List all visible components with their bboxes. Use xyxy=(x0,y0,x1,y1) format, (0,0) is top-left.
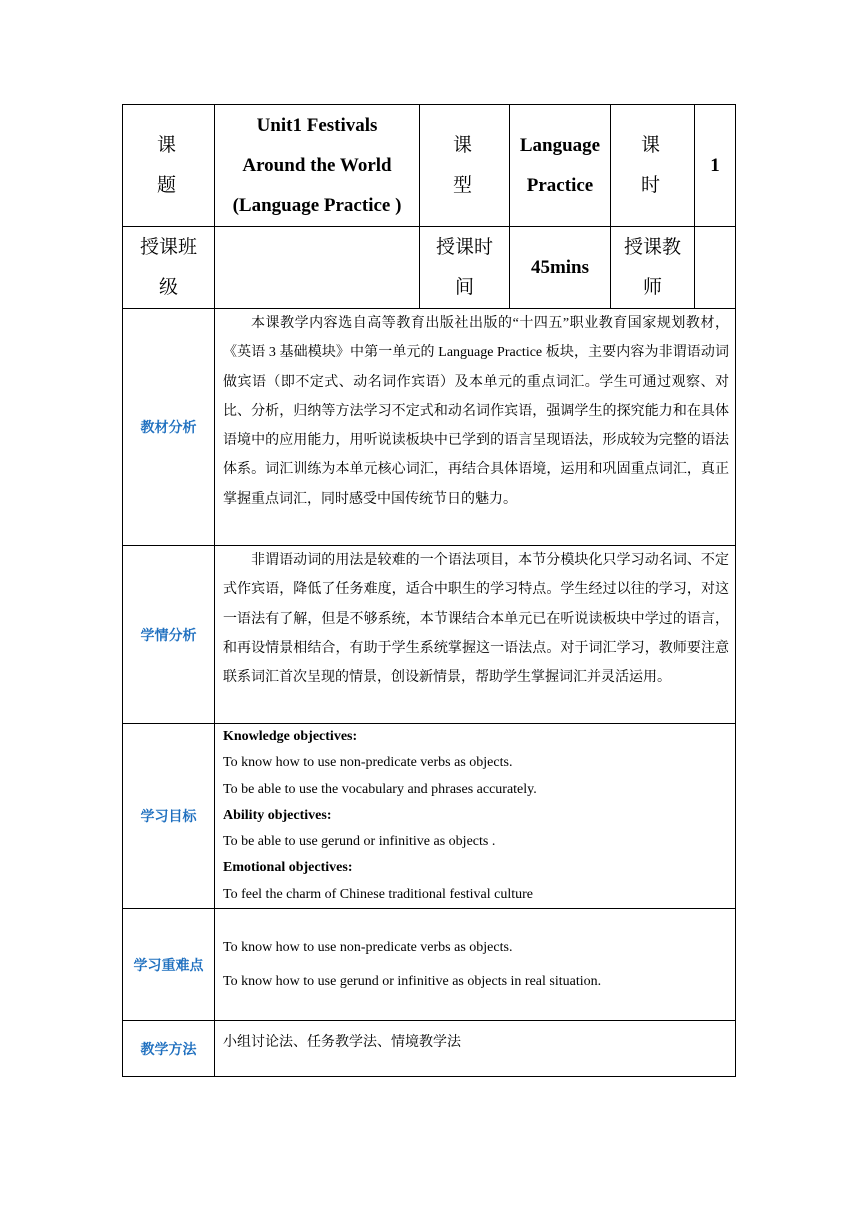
row-textbook-analysis xyxy=(123,309,736,546)
key-point-item: To know how to use gerund or infinitive as objects in real situation. xyxy=(223,973,602,989)
teacher-value xyxy=(695,227,736,309)
topic-value xyxy=(215,105,420,227)
hours-value: 1 xyxy=(695,105,736,227)
type-line: Language xyxy=(519,134,601,156)
textbook-analysis-text: 本课教学内容选自高等教育出版社出版的“十四五”职业教育国家规划教材，《英语 3 基础模块》中第一单元的 Language Practice 板块，主要内容为非谓语动词做宾语（即不定式、动名词作宾语）及本单元的重点词汇。学生可通过观察、对比、分析，归纳等方法学习不定式和动名词作宾语，强调学生的探究能力和在具体语境中的应用能力，用听说读板块中已学到的语言呈现语法，形成较为完整的语法体系。词汇训练为本单元核心词汇，再结合具体语境，运用和巩固重点词汇，真正掌握重点词汇，同时感受中国传统节日的魅力。 xyxy=(215,309,736,546)
time-label xyxy=(420,227,510,309)
row-key-points xyxy=(123,909,736,1021)
class-value xyxy=(215,227,420,309)
textbook-analysis-label: 教材分析 xyxy=(123,309,215,546)
key-point-item: To know how to use non-predicate verbs as objects. xyxy=(223,939,513,955)
student-analysis-text: 非谓语动词的用法是较难的一个语法项目，本节分模块化只学习动名词、不定式作宾语，降低了任务难度，适合中职生的学习特点。学生经过以往的学习，对这一语法有了解，但是不够系统，本节课结合本单元已在听说读板块中学过的语言，和再设情景相结合，有助于学生系统掌握这一语法点。对于词汇学习，教师要注意联系词汇首次呈现的情景，创设新情景，帮助学生掌握词汇并灵活运用。 xyxy=(215,546,736,724)
student-analysis-label: 学情分析 xyxy=(123,546,215,724)
key-points-content xyxy=(215,909,736,1021)
type-label: 课 型 xyxy=(420,105,510,227)
topic-line: (Language Practice ) xyxy=(232,194,402,216)
time-value: 45mins xyxy=(510,227,611,309)
key-points-label: 学习重难点 xyxy=(123,909,215,1021)
header-row-topic xyxy=(123,105,736,227)
objectives-content xyxy=(215,724,736,909)
hours-label: 课 时 xyxy=(611,105,695,227)
time-label-line: 授课时 xyxy=(435,236,493,258)
knowledge-objective-item: To be able to use the vocabulary and phrases accurately. xyxy=(223,781,537,797)
emotional-objectives-heading: Emotional objectives: xyxy=(223,860,353,876)
topic-line: Around the World xyxy=(242,154,392,176)
teacher-label xyxy=(611,227,695,309)
ability-objective-item: To be able to use gerund or infinitive as objects . xyxy=(223,834,496,850)
lesson-plan-table xyxy=(122,104,736,1077)
objectives-label: 学习目标 xyxy=(123,724,215,909)
class-label xyxy=(123,227,215,309)
type-line: Practice xyxy=(526,174,594,196)
knowledge-objectives-heading: Knowledge objectives: xyxy=(223,729,358,745)
methods-label: 教学方法 xyxy=(123,1021,215,1077)
methods-text: 小组讨论法、任务教学法、情境教学法 xyxy=(215,1021,736,1077)
teacher-label-line: 师 xyxy=(642,276,662,298)
teacher-label-line: 授课教 xyxy=(623,236,681,258)
header-row-class xyxy=(123,227,736,309)
type-value xyxy=(510,105,611,227)
ability-objectives-heading: Ability objectives: xyxy=(223,807,332,823)
row-student-analysis xyxy=(123,546,736,724)
class-label-line: 授课班 xyxy=(139,236,197,258)
topic-line: Unit1 Festivals xyxy=(256,114,378,136)
row-methods xyxy=(123,1021,736,1077)
topic-label: 课 题 xyxy=(123,105,215,227)
knowledge-objective-item: To know how to use non-predicate verbs as objects. xyxy=(223,755,513,771)
row-objectives xyxy=(123,724,736,909)
time-label-line: 间 xyxy=(454,276,474,298)
class-label-line: 级 xyxy=(158,276,178,298)
emotional-objective-item: To feel the charm of Chinese traditional festival culture xyxy=(223,886,534,902)
